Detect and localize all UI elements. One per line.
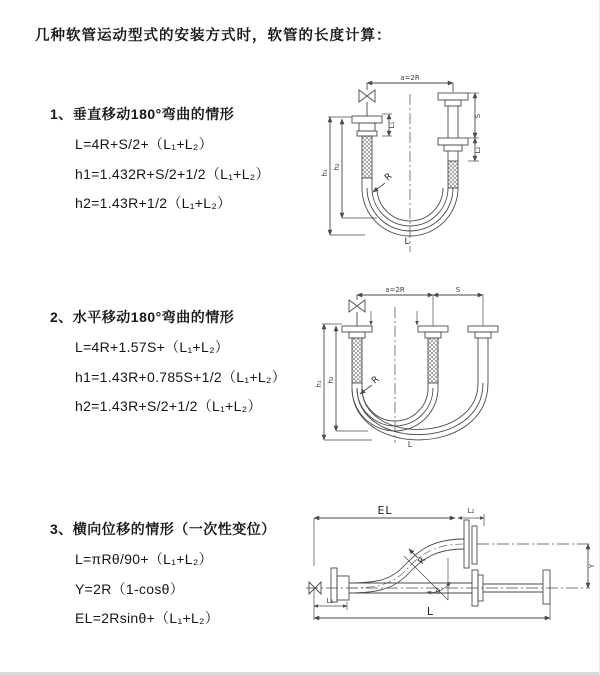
page-title: 几种软管运动型式的安装方式时，软管的长度计算：	[35, 28, 392, 44]
formula: EL=2Rsinθ+（L₁+L₂）	[75, 610, 220, 626]
section-2-formulas	[50, 333, 330, 422]
section-1-heading: 1、垂直移动180°弯曲的情形	[50, 106, 235, 122]
center-flange	[418, 326, 448, 338]
dim-label-y: Y	[588, 563, 596, 569]
formula: h2=1.43R+1/2（L₁+L₂）	[75, 195, 232, 211]
valve-icon	[349, 295, 365, 326]
braided-hose-section	[428, 338, 438, 383]
dim-label-h1: h₁	[321, 169, 329, 177]
valve-icon	[359, 83, 375, 116]
braided-hose-section	[362, 136, 372, 178]
dim-label-a2r: a=2R	[400, 74, 420, 82]
section-2-heading: 2、水平移动180°弯曲的情形	[50, 309, 235, 325]
formula: h1=1.43R+0.785S+1/2（L₁+L₂）	[75, 368, 286, 385]
diagram-vertical-180-bend	[315, 66, 555, 261]
section-3	[50, 519, 330, 634]
braided-hose-section	[448, 161, 458, 188]
hose-s-curve	[349, 539, 464, 593]
diagram-horizontal-180-bend	[310, 283, 565, 451]
moving-end-flange	[464, 520, 477, 568]
section-1-formulas	[50, 130, 330, 219]
dim-label-s: S	[455, 286, 461, 294]
dim-label-l2: L₂	[474, 146, 482, 154]
formula: Y=2R（1-cosθ）	[75, 580, 185, 597]
diagram-1-svg	[315, 66, 555, 261]
right-flange-upper	[438, 93, 468, 106]
section-1	[50, 104, 330, 219]
dim-label-s: S	[474, 113, 482, 119]
right-flange-lower	[438, 138, 468, 151]
dim-label-a2r: a=2R	[385, 286, 405, 294]
formula: h1=1.432R+S/2+1/2（L₁+L₂）	[75, 165, 270, 182]
radius-label: R	[416, 555, 429, 567]
length-label: L	[426, 605, 434, 618]
dim-label-h2: h₂	[327, 376, 335, 384]
dim-label-l2: L₂	[467, 507, 475, 515]
radius-label: R	[383, 171, 395, 184]
diagram-3-labels	[327, 504, 596, 618]
formula: L=4R+S/2+（L₁+L₂）	[75, 136, 213, 152]
braided-hose-section	[352, 338, 362, 383]
section-2	[50, 307, 330, 422]
right-flange	[468, 326, 498, 338]
section-3-formulas	[50, 545, 330, 634]
dim-label-h1: h₁	[315, 380, 323, 388]
diagram-2-labels	[315, 286, 461, 449]
diagram-lateral-displacement	[300, 496, 598, 636]
dim-label-h2: h₂	[333, 163, 341, 171]
left-flange	[342, 326, 372, 338]
formula: h2=1.43R+S/2+1/2（L₁+L₂）	[75, 398, 262, 414]
formula: L=4R+1.57S+（L₁+L₂）	[75, 339, 230, 355]
dim-label-l1: L₁	[326, 597, 334, 605]
diagram-2-svg	[310, 283, 565, 451]
radius-label: R	[370, 374, 382, 387]
left-flange	[331, 568, 349, 602]
dim-label-el: EL	[377, 504, 393, 517]
formula: L=πRθ/90+（L₁+L₂）	[75, 551, 213, 567]
section-3-heading: 3、横向位移的情形（一次性变位）	[50, 521, 276, 537]
dim-label-l1: L₁	[388, 121, 396, 129]
angle-label-theta: θ	[435, 588, 441, 596]
diagram-3-svg	[300, 496, 598, 636]
length-label: L	[407, 440, 413, 449]
length-label: L	[404, 237, 410, 247]
left-flange	[352, 116, 382, 136]
